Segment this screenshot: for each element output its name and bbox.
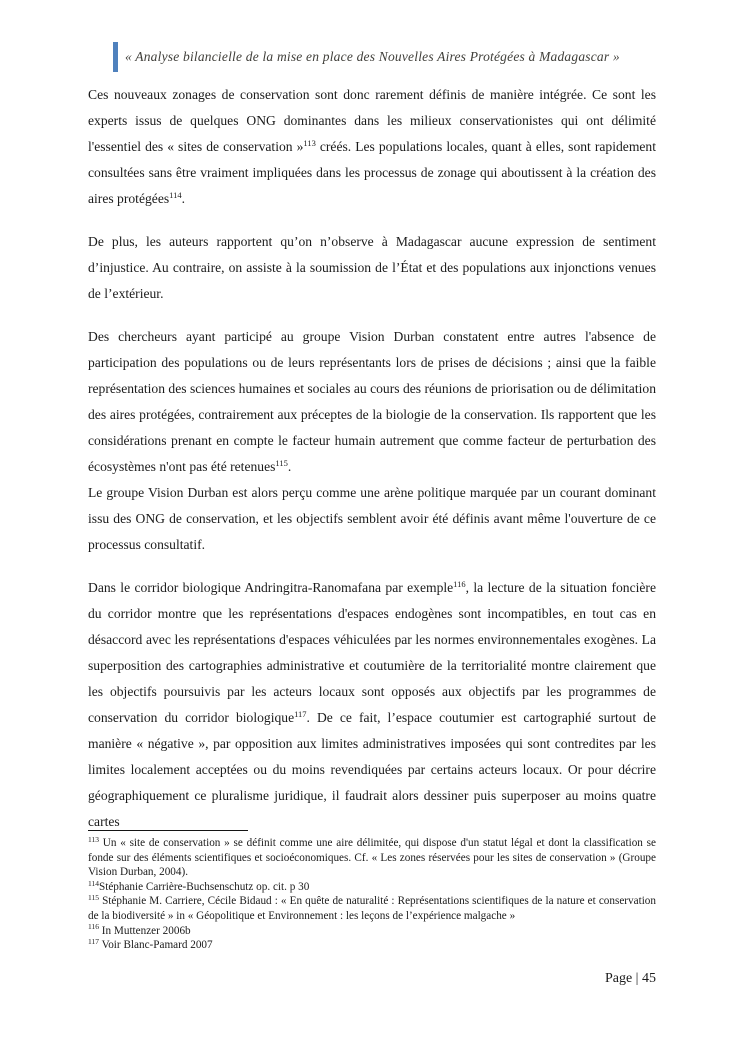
footnote-reference: 116 [453,578,466,589]
footnote-reference: 113 [303,137,316,148]
footnote-separator [88,830,248,831]
footnote-number: 114 [88,878,99,888]
footnote: $^{116}$ In Muttenzer 2006b [88,922,191,937]
footnote-number: 113 [88,834,99,844]
paragraph: Dans le corridor biologique Andringitra-Ranomafana par exemple$^{116}$, la lecture de la situation foncière du corridor montre que les représentations d'espaces endogènes sont incompatibles, en tout cas en désaccord avec les représentations d'espaces véhiculées par les normes environnementales exogènes. La superposition des cartographies administrative et coutumière de la territorialité montre clairement que les objectifs poursuivis par les acteurs locaux sont opposés aux objectifs par les programmes de conservation du corridor biologique$^{117}$. De ce fait, l’espace coutumier est cartographié surtout de manière « négative », par opposition aux limites administratives imposées qui sont contredites par les limites localement acceptées ou du moins revendiquées par certains acteurs locaux. Or pour décrire géographiquement ce pluralisme juridique, il faudrait alors dessiner puis superposer au moins quatre cartes [88,578,656,829]
paragraph: Le groupe Vision Durban est alors perçu comme une arène politique marquée par un courant dominant issu des ONG de conservation, et les objectifs semblent avoir été définis avant même l'ouverture de ce processus consultatif. [88,485,656,552]
footnote: $^{115}$ Stéphanie M. Carriere, Cécile Bidaud : « En quête de naturalité : Représentations scientifiques de la nature et conservation de la biodiversité » in « Géopolitique et Environnement : les leçons de l’expérience malgache » [88,893,656,922]
footnotes-section [88,830,656,953]
page-header [113,42,656,72]
footnote-list [88,836,656,953]
footnote-number: 116 [88,922,99,932]
paragraph: Des chercheurs ayant participé au groupe Vision Durban constatent entre autres l'absence de participation des populations ou de leurs représentants lors de prises de décisions ; ainsi que la faible représentation des sciences humaines et sociales au cours des réunions de priorisation ou de délimitation des aires protégées, contrairement aux préceptes de la biologie de la conservation. Ils rapportent que les considérations prenant en compte le facteur humain autrement que comme facteur de perturbation des écosystèmes n'ont pas été retenues$^{115}$. [88,329,656,474]
footnote: $^{113}$ Un « site de conservation » se définit comme une aire délimitée, qui dispose d'un statut légal et dont la classification se fonde sur des éléments scientifiques et socioéconomiques. Cf. « Les zones réservées pour les sites de conservation » (Groupe Vision Durban, 2004). [88,834,656,879]
footnote-reference: 117 [294,708,307,719]
footnote: $^{117}$ Voir Blanc-Pamard 2007 [88,937,213,952]
footnote-reference: 114 [169,189,182,200]
footnote: $^{114}$Stéphanie Carrière-Buchsenschutz op. cit. p 30 [88,878,310,893]
page-footer [605,971,656,987]
footnote-number: 117 [88,937,99,947]
body-text [88,82,656,835]
page-number: Page | 45 [604,971,656,986]
header-accent-bar [113,42,118,72]
footnote-number: 115 [88,893,99,903]
paragraph: De plus, les auteurs rapportent qu’on n’observe à Madagascar aucune expression de sentiment d’injustice. Au contraire, on assiste à la soumission de l’État et des populations aux injonctions venues de l’extérieur. [88,234,656,301]
paragraph: Ces nouveaux zonages de conservation sont donc rarement définis de manière intégrée. Ce sont les experts issus de quelques ONG dominantes dans les milieux conservationistes qui ont délimité l'essentiel des « sites de conservation »$^{113}$ créés. Les populations locales, quant à elles, sont rapidement consultées sans être vraiment impliquées dans les processus de zonage qui aboutissent à la création des aires protégées$^{114}$. [88,87,656,206]
header-title: « Analyse bilancielle de la mise en place des Nouvelles Aires Protégées à Madagascar » [125,49,620,64]
footnote-reference: 115 [275,457,288,468]
